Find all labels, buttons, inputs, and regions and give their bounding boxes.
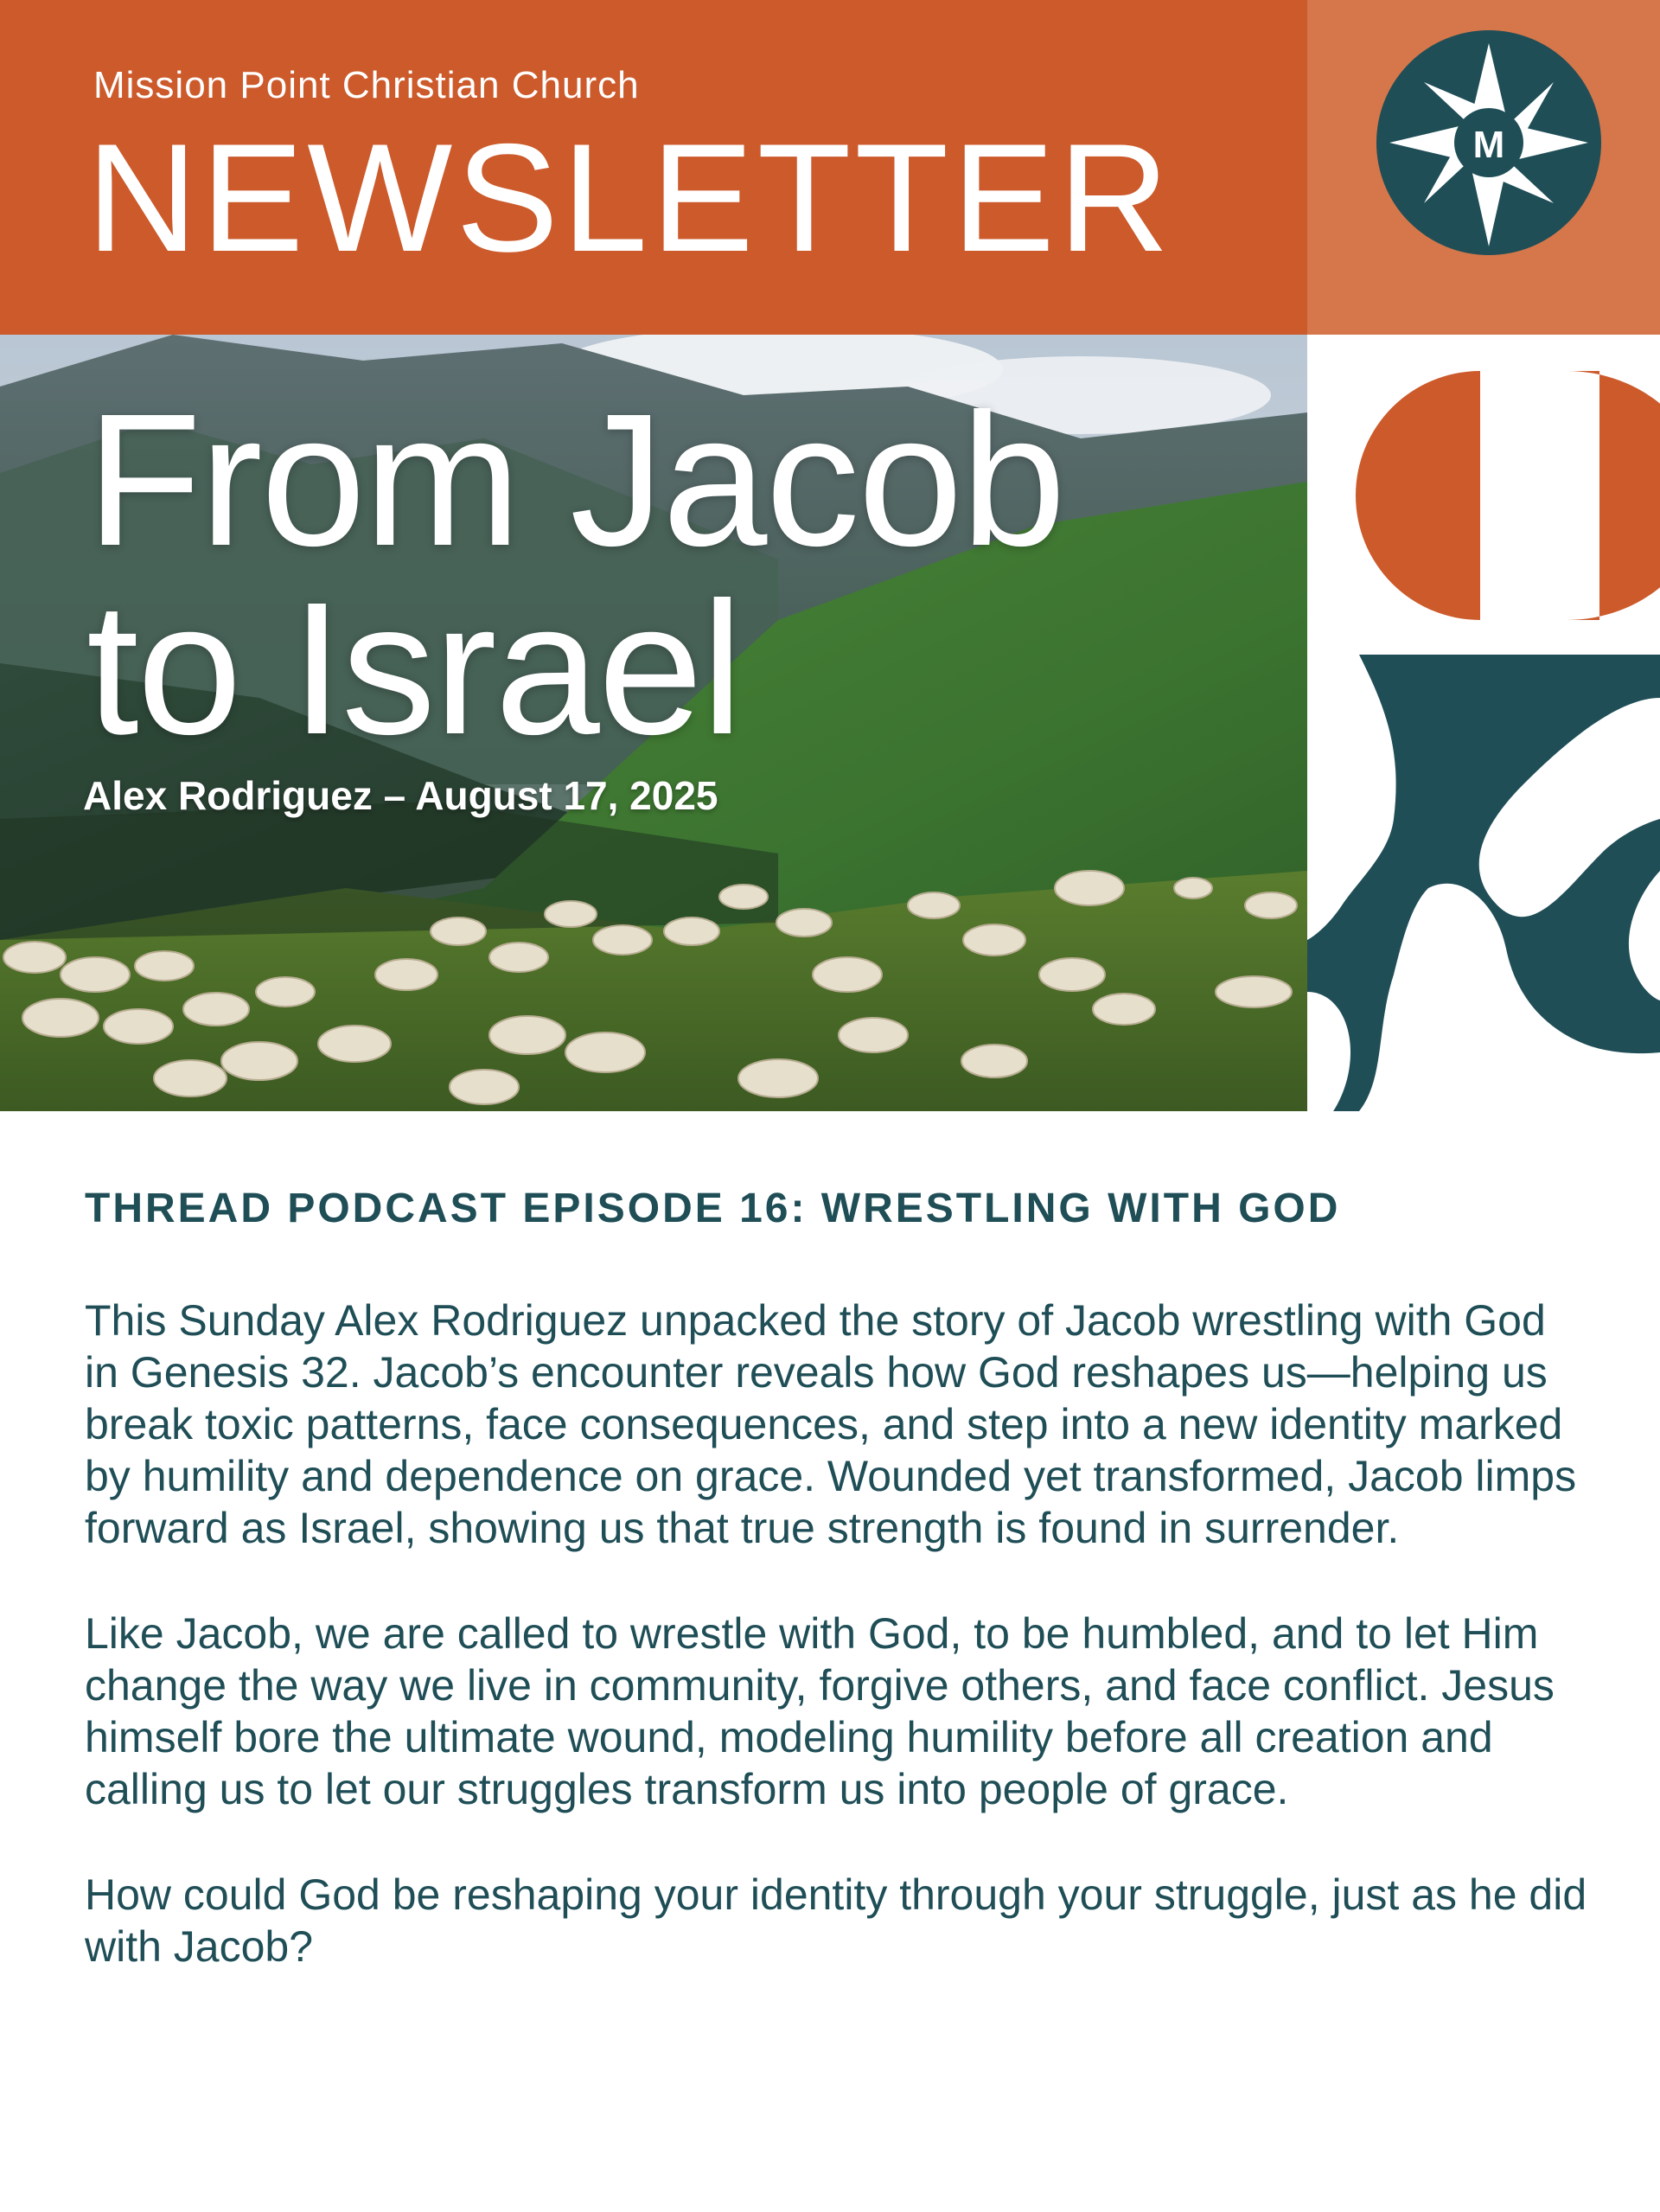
hero-banner	[0, 335, 1307, 1111]
article-title-line-2: to Israel	[86, 564, 742, 774]
newsletter-masthead: NEWSLETTER	[86, 112, 1173, 284]
paragraph-2: Like Jacob, we are called to wrestle with God, to be humbled, and to let Him change the way we live in community, forgive others, and face conflict. Jesus himself bore the ultimate wound, modeling humility before all creation and calling us to let our struggles transform us into people of grace.	[85, 1609, 1555, 1813]
logo-letter: M	[1472, 124, 1505, 166]
logo-panel	[1307, 0, 1660, 335]
article-body	[85, 1185, 1589, 2026]
newsletter-header	[0, 0, 1307, 335]
article-title	[86, 375, 1064, 774]
compass-star-logo-icon	[1307, 0, 1660, 335]
paragraph-3: How could God be reshaping your identity through your struggle, just as he did with Jacob?	[85, 1870, 1587, 1971]
church-name: Mission Point Christian Church	[93, 64, 640, 106]
article-title-line-1: From Jacob	[86, 375, 1064, 585]
abstract-shapes-art	[1307, 335, 1660, 1111]
author-date-byline: Alex Rodriguez – August 17, 2025	[83, 773, 718, 818]
section-heading: THREAD PODCAST EPISODE 16: WRESTLING WITH GOD	[85, 1186, 1341, 1231]
paragraph-1: This Sunday Alex Rodriguez unpacked the story of Jacob wrestling with God in Genesis 32. Jacob’s encounter reveals how God reshapes us—helping us break toxic patterns, face consequences, and step into a new identity marked by humility and dependence on grace. Wounded yet transformed, Jacob limps forward as Israel, showing us that true strength is found in surrender.	[85, 1296, 1577, 1552]
